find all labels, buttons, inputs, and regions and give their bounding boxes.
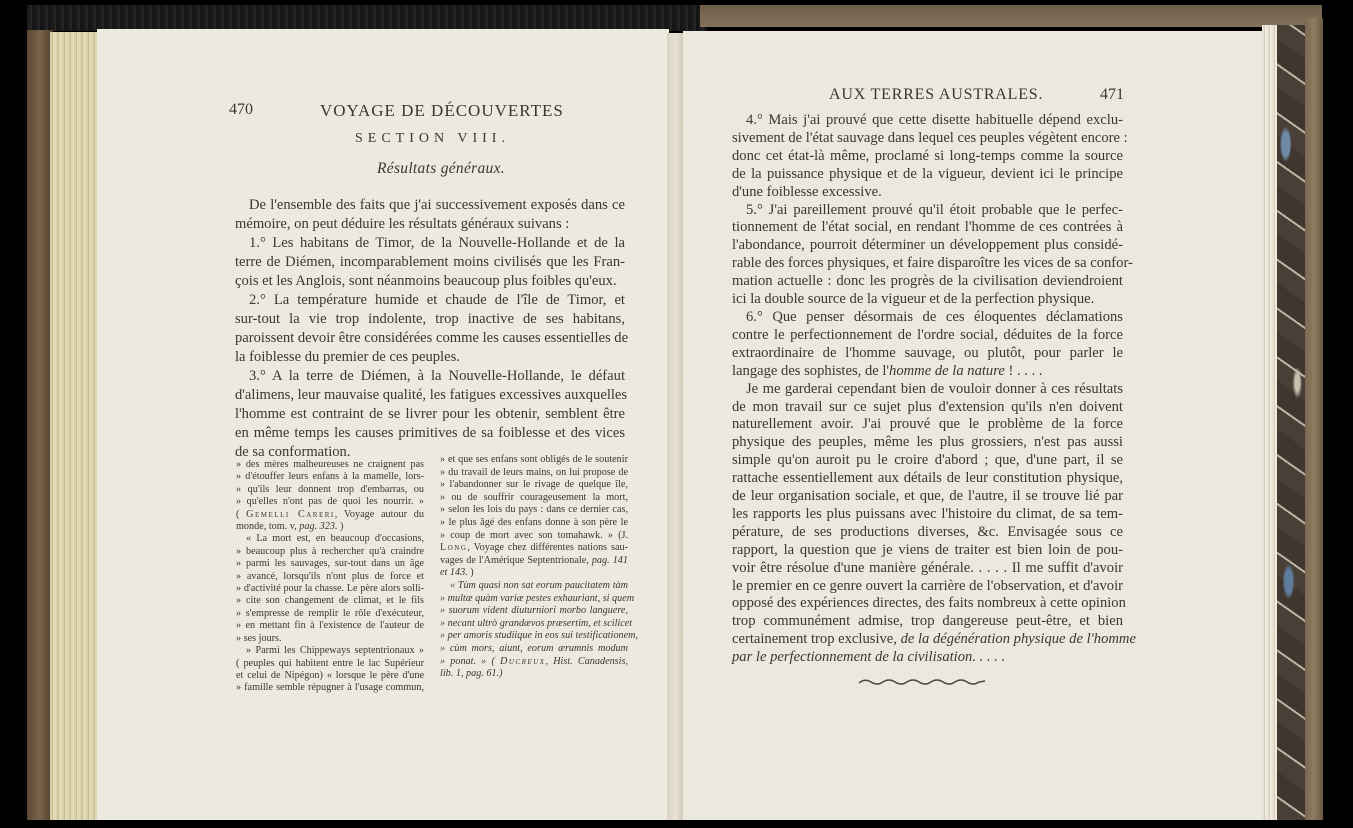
text-span: » cùm mors, aiunt, eorum ærumnis modum — [440, 642, 628, 654]
text-span: De l'ensemble des faits que j'ai successivement exposés dans ce — [249, 197, 625, 213]
section-title: SECTION VIII. — [355, 131, 510, 146]
text-line — [440, 492, 628, 505]
text-span: pérature, de ses productions diverses, &c. Envisagée sous ce — [732, 523, 1123, 540]
paragraph — [235, 291, 629, 367]
text-line — [235, 405, 625, 424]
text-line — [732, 112, 1123, 130]
text-line — [440, 567, 628, 580]
text-span: terre de Diémen, incomparablement moins civilisés que les Fran- — [235, 254, 625, 270]
text-line — [732, 416, 1123, 434]
text-span: extraordinaire de l'homme sauvage, ou plutôt, pour parler le — [732, 344, 1123, 361]
book-gutter — [667, 33, 684, 820]
text-line — [236, 496, 424, 508]
text-line — [440, 580, 628, 593]
running-head-left: VOYAGE DE DÉCOUVERTES — [320, 101, 564, 120]
text-span: d'une foiblesse excessive. — [732, 183, 882, 200]
text-span: » en mettant fin à l'existence de l'auteur de — [236, 620, 424, 632]
text-span: voir être résolue d'une manière générale. . . . . Il me suffit d'avoir — [732, 559, 1123, 576]
text-line — [235, 234, 625, 253]
text-span: » cite son changement de climat, et le fils — [236, 595, 424, 607]
text-line — [235, 310, 625, 329]
section-subtitle: Résultats généraux. — [377, 160, 505, 177]
text-span: 3.° A la terre de Diémen, à la Nouvelle-Hollande, le défaut — [249, 368, 625, 384]
text-span: tionnement de l'état social, en rendant l'homme de ces contrées à — [732, 219, 1123, 236]
text-line — [236, 521, 424, 533]
paragraph — [236, 533, 424, 645]
text-span: l'abondance, pourroit déterminer un développement plus considé- — [732, 237, 1123, 254]
text-line — [236, 571, 424, 583]
page-number-left: 470 — [229, 101, 253, 118]
text-line — [235, 348, 625, 367]
text-line — [440, 656, 628, 669]
text-line — [235, 329, 629, 348]
text-span: » avancé, lorsqu'ils n'ont plus de force et — [236, 570, 424, 582]
text-span: » qu'ils leur donnent trop d'embarras, ou — [236, 483, 424, 495]
text-span: » s'empresse de remplir le rôle d'exécuteur, — [236, 607, 424, 619]
text-span: » qu'elles n'ont pas de quoi les nourrir. » — [236, 496, 424, 508]
book-top-edge — [27, 5, 707, 31]
text-span: de la dégénération physique de l'homme — [900, 631, 1136, 648]
paragraph — [732, 309, 1123, 381]
text-line — [732, 488, 1123, 506]
text-span: de leur organisation sociale, et que, de l'autre, il se trouve lié par — [732, 488, 1123, 505]
text-line — [732, 327, 1123, 345]
text-span: ) — [337, 521, 344, 533]
text-span: pag. 61. — [463, 668, 500, 680]
text-span: ! . . . . — [1004, 362, 1043, 379]
text-line — [236, 471, 424, 483]
text-span: » le plus âgé des enfans donne à son père le — [440, 516, 628, 528]
text-span: lib. 1, — [440, 668, 464, 680]
paragraph — [732, 380, 1136, 668]
text-line — [236, 620, 424, 632]
text-line — [732, 129, 1128, 148]
text-span: d'alimens, leur mauvaise qualité, les fatigues excessives auxquelles — [235, 387, 628, 403]
text-span: » ou de souffrir courageusement la mort, — [440, 491, 628, 503]
text-span: naturellement avoir. J'ai prouvé que le problème de la force — [732, 416, 1123, 433]
text-span: et 143. — [440, 567, 468, 579]
text-line — [236, 546, 424, 558]
text-line — [732, 255, 1133, 273]
text-span: langage des sophistes, de l' — [732, 362, 890, 379]
text-line — [732, 148, 1123, 166]
text-line — [732, 184, 1123, 202]
text-line — [732, 399, 1123, 417]
text-span: » famille semble répugner à l'usage commun, — [236, 682, 424, 694]
text-line — [440, 517, 628, 530]
text-span: » ses jours. — [236, 632, 282, 644]
text-span: » necant ultrò grandævos præsertim, et scilicet — [440, 617, 633, 629]
text-span: vages de l'Amérique Septentrionale, — [440, 554, 592, 566]
text-line — [440, 467, 628, 480]
decorative-rule-ornament — [857, 676, 987, 688]
text-line — [440, 668, 628, 681]
text-line — [732, 470, 1123, 488]
text-span: Je me garderai cependant bien de vouloir donner à ces résultats — [746, 380, 1123, 397]
book-cover-right — [1305, 18, 1323, 820]
text-span: » d'étouffer leurs enfans à la mamelle, lors- — [236, 471, 424, 483]
text-line — [732, 613, 1123, 631]
text-span: » selon les lois du pays : dans ce dernier cas, — [440, 504, 628, 516]
paragraph — [732, 201, 1133, 309]
text-span: 1.° Les habitans de Timor, de la Nouvelle-Hollande et de la — [249, 235, 625, 251]
paragraph — [440, 454, 628, 580]
text-line — [235, 272, 625, 291]
text-line — [732, 345, 1123, 363]
author-name: Long — [440, 542, 468, 554]
text-span: » beaucoup plus à rechercher qu'à craindre — [236, 545, 424, 557]
text-span: la foiblesse du premier de ces peuples. — [235, 349, 460, 365]
text-span: » parmi les sauvages, sur-tout dans un âge — [236, 558, 424, 570]
text-span: monde, tom. v, — [236, 521, 300, 533]
text-span: » d'activité pour la chasse. Le père alors solli- — [236, 583, 424, 595]
text-span: ici la double source de la vigueur et de la perfection physique. — [732, 291, 1095, 308]
text-line — [236, 658, 424, 670]
text-line — [732, 219, 1123, 237]
text-span: » multæ quàm variæ pestes exhauriant, si quem — [440, 592, 635, 604]
text-span: » suorum vident diuturniori morbo languere, — [440, 605, 628, 617]
text-line — [236, 682, 424, 694]
text-line — [732, 434, 1123, 452]
footnote-column-1 — [236, 459, 424, 695]
text-span: homme de la nature — [889, 362, 1005, 379]
text-line — [732, 631, 1136, 649]
text-line — [732, 452, 1123, 470]
text-span: physique des peuples, même les plus grossiers, n'est pas aussi — [732, 434, 1123, 451]
paragraph — [236, 459, 424, 533]
page-number-right: 471 — [1100, 86, 1124, 103]
author-name: Ducreux — [500, 655, 546, 667]
text-span: ) — [467, 567, 474, 579]
text-span: » l'abandonner sur le rivage de quelque île, — [440, 479, 628, 491]
text-span: çois et les Anglois, sont néanmoins beaucoup plus foibles qu'eux. — [235, 273, 617, 289]
text-span: , Voyage autour du — [334, 508, 424, 520]
text-line — [236, 583, 424, 595]
text-span: pag. 141 — [591, 554, 628, 566]
text-line — [236, 484, 424, 496]
text-span: rable des forces physiques, et faire disparoître les vices de sa confor- — [732, 255, 1133, 272]
text-span: » per amoris studiique in eos sui testificationem, — [440, 630, 639, 642]
text-line — [236, 645, 424, 657]
text-span: et celui de Nipégon) « lorsque le père d'une — [236, 669, 424, 681]
marbled-endpaper — [1277, 25, 1306, 820]
text-line — [440, 530, 628, 543]
text-line — [732, 649, 1123, 667]
text-span: de la puissance physique et de la vigueur, devient ici le principe — [732, 165, 1123, 182]
text-span: « Tùm quasi non sat eorum paucitatem tàm — [450, 579, 628, 591]
text-line — [440, 555, 628, 568]
text-span: par le perfectionnement de la civilisation. . . . . — [732, 649, 1006, 666]
text-span: 2.° La température humide et chaude de l'île de Timor, et — [249, 292, 625, 308]
book-cover-top-right — [700, 5, 1322, 27]
text-span: 5.° J'ai pareillement prouvé qu'il étoit probable que le perfec- — [746, 201, 1123, 218]
text-line — [235, 367, 625, 386]
paragraph — [235, 367, 628, 462]
text-span: simple qu'on auroit pu le croire d'abord ; que, d'une part, il se — [732, 452, 1123, 469]
text-span: en même temps les causes primitives de sa foiblesse et des vices — [235, 425, 625, 441]
text-line — [732, 542, 1123, 560]
text-span: l'homme est contraint de se livrer pour les obtenir, semblent être — [235, 406, 625, 422]
footnote-column-2 — [440, 454, 639, 681]
text-span: paroissent devoir être considérées comme les causes essentielles de — [235, 330, 629, 346]
text-span: » et que ses enfans sont obligés de le soutenir — [440, 454, 628, 465]
text-line — [440, 454, 628, 467]
text-span: trop communément admise, trop dangereuse peut-être, et bien — [732, 613, 1123, 630]
text-span: de sa conformation. — [235, 444, 351, 460]
text-span: ) — [499, 668, 503, 680]
text-span: rapport, la question que je viens de traiter est bien loin de pou- — [732, 541, 1123, 558]
text-span: de mon travail sur ce sujet plus d'extension qu'ils n'en doivent — [732, 398, 1123, 415]
text-line — [732, 578, 1123, 596]
text-span: » des mères malheureuses ne craignent pas — [236, 459, 424, 470]
text-span: donc cet état-là même, proclamé si long-temps comme la source — [732, 147, 1123, 164]
text-span: certainement trop exclusive, — [732, 631, 901, 648]
text-span: le premier en ce genre ouvert la carrière de l'observation, et d'avoir — [732, 577, 1123, 594]
paragraph — [732, 112, 1128, 202]
text-line — [732, 291, 1123, 309]
text-line — [732, 309, 1123, 327]
text-line — [732, 273, 1123, 291]
text-line — [236, 633, 424, 645]
text-span: mémoire, on peut déduire les résultats généraux suivans : — [235, 216, 570, 232]
text-span: mation actuelle : donc les progrès de la civilisation deviendroient — [732, 273, 1123, 290]
paragraph — [440, 579, 639, 681]
text-line — [440, 630, 639, 643]
left-body-text — [235, 196, 629, 462]
text-line — [732, 237, 1123, 255]
text-line — [235, 386, 628, 405]
text-line — [236, 533, 424, 545]
text-line — [236, 608, 424, 620]
text-line — [732, 363, 1123, 381]
paragraph — [236, 645, 424, 695]
text-span: rattache essentiellement aux détails de leur constitution physique, — [732, 470, 1123, 487]
text-line — [440, 617, 633, 631]
text-span: » du travail de leurs mains, on lui propose de — [440, 466, 628, 478]
text-line — [236, 670, 424, 682]
text-line — [236, 459, 424, 471]
paragraph — [235, 196, 625, 234]
paragraph — [235, 234, 625, 291]
text-line — [235, 424, 625, 443]
text-span: , Hist. Canadensis, — [545, 655, 628, 667]
text-line — [732, 506, 1123, 524]
text-line — [235, 291, 625, 310]
text-span: 6.° Que penser désormais de ces éloquentes déclamations — [746, 308, 1123, 325]
text-line — [732, 560, 1123, 578]
text-line — [732, 166, 1123, 184]
text-span: 4.° Mais j'ai prouvé que cette disette habituelle dépend exclu- — [746, 112, 1123, 128]
text-line — [236, 509, 424, 521]
text-line — [235, 196, 625, 215]
text-line — [236, 595, 424, 607]
author-name: Gemelli Careri — [246, 508, 335, 520]
text-line — [732, 524, 1123, 542]
text-span: » coup de mort avec son tomahawk. » (J. — [440, 529, 628, 541]
text-span: pag. 323. — [299, 521, 338, 533]
text-span: sur-tout la vie trop indolente, trop inactive de ses habitans, — [235, 311, 625, 327]
text-span: les rapports les plus puissans avec l'histoire du climat, de sa tem- — [732, 505, 1123, 522]
text-line — [440, 504, 628, 517]
text-line — [732, 595, 1126, 613]
text-line — [235, 253, 625, 272]
text-span: » Parmi les Chippeways septentrionaux » — [246, 645, 424, 657]
text-span: opposé des expériences directes, des faits nombreux à cette opinion — [732, 595, 1126, 612]
text-line — [440, 592, 635, 606]
running-head-right: AUX TERRES AUSTRALES. — [829, 86, 1044, 103]
text-span: » ponat. » ( — [440, 655, 501, 667]
page-edges-right — [1262, 25, 1278, 820]
text-line — [440, 542, 628, 555]
text-line — [440, 605, 628, 618]
right-body-text — [732, 112, 1136, 667]
text-line — [732, 202, 1123, 220]
text-span: , Voyage chez différentes nations sau- — [467, 542, 628, 554]
text-line — [440, 479, 628, 492]
text-span: sivement de l'état sauvage dans lequel ces peuples végètent encore : — [732, 129, 1128, 146]
page-edges-left — [50, 32, 98, 820]
text-line — [732, 381, 1123, 399]
text-span: contre le perfectionnement de l'ordre social, déduites de la force — [732, 326, 1123, 343]
text-span: ( — [236, 508, 247, 520]
text-line — [440, 643, 628, 656]
text-line — [235, 215, 625, 234]
text-line — [236, 558, 424, 570]
text-span: « La mort est, en beaucoup d'occasions, — [246, 533, 424, 545]
text-span: ( peuples qui habitent entre le lac Supérieur — [236, 657, 424, 669]
